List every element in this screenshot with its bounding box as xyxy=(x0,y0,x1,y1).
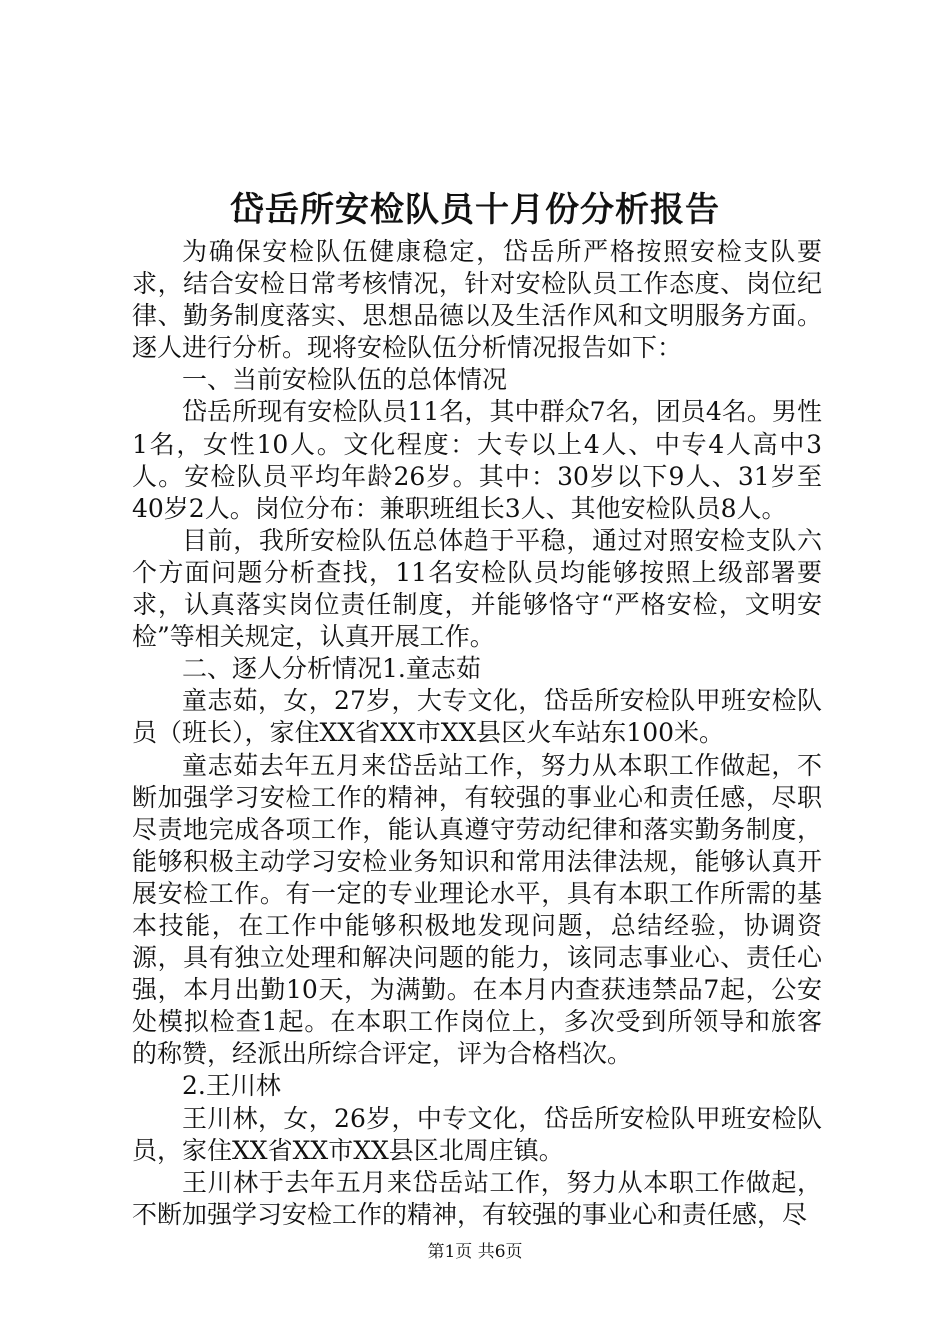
paragraph-team-stats: 岱岳所现有安检队员11名，其中群众7名，团员4名。男性1名，女性10人。文化程度：大专以上4人、中专4人高中3人。安检队员平均年龄26岁。其中：30岁以下9人、31岁至40岁2人。岗位分布：兼职班组长3人、其他安检队员8人。 xyxy=(132,397,822,523)
paragraph-profile-1: 童志茹，女，27岁，大专文化，岱岳所安检队甲班安检队员（班长），家住XX省XX市XX县区火车站东100米。 xyxy=(132,686,822,748)
section-heading-individual: 二、逐人分析情况1.童志茹 xyxy=(182,654,481,684)
paragraph-analysis-1: 童志茹去年五月来岱岳站工作，努力从本职工作做起，不断加强学习安检工作的精神，有较强的事业心和责任感，尽职尽责地完成各项工作，能认真遵守劳动纪律和落实勤务制度，能够积极主动学习安检业务知识和常用法律法规，能够认真开展安检工作。有一定的专业理论水平，具有本职工作所需的基本技能，在工作中能够积极地发现问题，总结经验，协调资源，具有独立处理和解决问题的能力，该同志事业心、责任心强，本月出勤10天，为满勤。在本月内查获违禁品7起，公安处模拟检查1起。在本职工作岗位上，多次受到所领导和旅客的称赞，经派出所综合评定，评为合格档次。 xyxy=(132,750,822,1069)
page-footer: 第1页 共6页 xyxy=(427,1242,523,1262)
intro-paragraph: 为确保安检队伍健康稳定，岱岳所严格按照安检支队要求，结合安检日常考核情况，针对安检队员工作态度、岗位纪律、勤务制度落实、思想品德以及生活作风和文明服务方面。逐人进行分析。现将安检队伍分析情况报告如下： xyxy=(132,237,822,363)
paragraph-team-status: 目前，我所安检队伍总体趋于平稳，通过对照安检支队六个方面问题分析查找，11名安检队员均能够按照上级部署要求，认真落实岗位责任制度，并能够恪守“严格安检，文明安检”等相关规定，认真开展工作。 xyxy=(132,525,822,652)
section-heading-overall: 一、当前安检队伍的总体情况 xyxy=(182,365,508,395)
document-title: 岱岳所安检队员十月份分析报告 xyxy=(230,190,720,230)
subheading-person-2: 2.王川林 xyxy=(182,1071,281,1101)
paragraph-profile-2: 王川林，女，26岁，中专文化，岱岳所安检队甲班安检队员，家住XX省XX市XX县区北周庄镇。 xyxy=(132,1103,822,1165)
paragraph-analysis-2: 王川林于去年五月来岱岳站工作，努力从本职工作做起，不断加强学习安检工作的精神，有较强的事业心和责任感，尽 xyxy=(132,1167,822,1229)
document-body xyxy=(132,236,822,1231)
